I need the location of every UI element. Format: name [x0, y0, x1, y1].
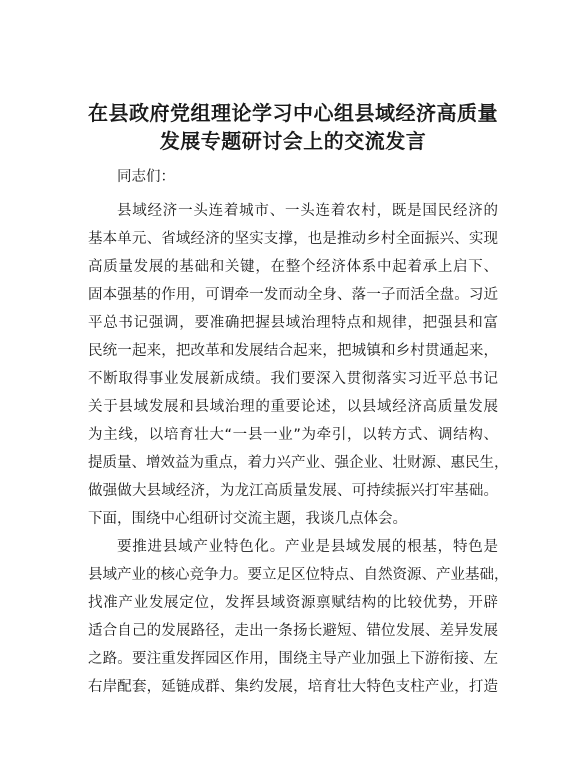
paragraph-2-line: 之路。要注重发挥园区作用，围绕主导产业加强上下游衔接、左 — [88, 651, 498, 667]
salutation: 同志们： — [117, 169, 175, 185]
paragraph-1-line: 下面，围绕中心组研讨交流主题，我谈几点体会。 — [88, 511, 407, 527]
paragraph-1-line: 不断取得事业发展新成绩。我们要深入贯彻落实习近平总书记 — [88, 371, 498, 387]
paragraph-1-line: 县域经济一头连着城市、一头连着农村，既是国民经济的 — [117, 203, 498, 219]
paragraph-1-line: 做强做大县域经济，为龙江高质量发展、可持续振兴打牢基础。 — [88, 483, 498, 499]
paragraph-1-line: 基本单元、省域经济的坚实支撑，也是推动乡村全面振兴、实现 — [88, 231, 498, 247]
paragraph-2-line: 右岸配套，延链成群、集约发展，培育壮大特色支柱产业，打造 — [88, 679, 498, 695]
paragraph-1-line: 为主线，以培育壮大“一县一业”为牵引，以转方式、调结构、 — [88, 427, 498, 443]
document-title-line-1: 在县政府党组理论学习中心组县域经济高质量 — [88, 101, 498, 125]
paragraph-1-line: 民统一起来，把改革和发展结合起来，把城镇和乡村贯通起来， — [88, 343, 498, 359]
paragraph-1-line: 高质量发展的基础和关键，在整个经济体系中起着承上启下、 — [88, 259, 498, 275]
paragraph-2-line: 适合自己的发展路径，走出一条扬长避短、错位发展、差异发展 — [88, 623, 498, 639]
paragraph-2-line: 要推进县域产业特色化。产业是县域发展的根基，特色是 — [117, 539, 498, 555]
paragraph-2-line: 县域产业的核心竞争力。要立足区位特点、自然资源、产业基础， — [88, 567, 509, 583]
paragraph-2-line: 找准产业发展定位，发挥县域资源禀赋结构的比较优势，开辟 — [88, 595, 498, 611]
paragraph-1-line: 平总书记强调，要准确把握县域治理特点和规律，把强县和富 — [88, 315, 498, 331]
paragraph-1-line: 关于县域发展和县域治理的重要论述，以县域经济高质量发展 — [88, 399, 498, 415]
paragraph-1-line: 提质量、增效益为重点，着力兴产业、强企业、壮财源、惠民生， — [88, 455, 509, 471]
paragraph-1-line: 固本强基的作用，可谓牵一发而动全身、落一子而活全盘。习近 — [88, 287, 498, 303]
document-title-line-2: 发展专题研讨会上的交流发言 — [159, 129, 427, 153]
